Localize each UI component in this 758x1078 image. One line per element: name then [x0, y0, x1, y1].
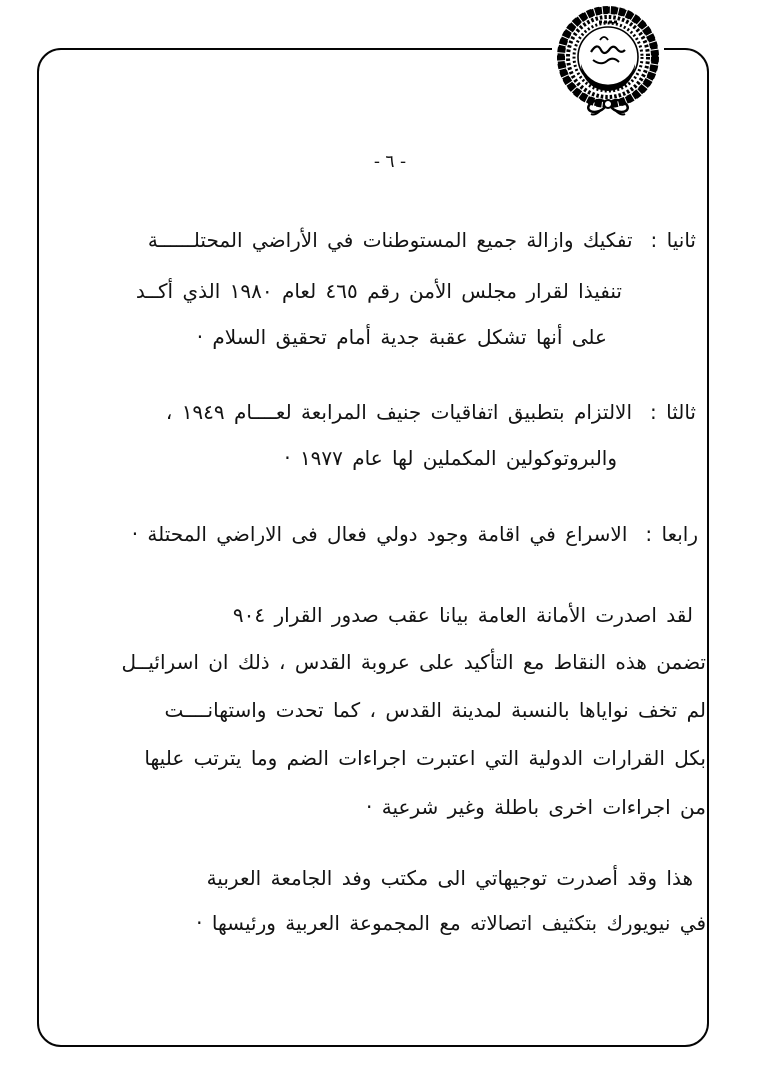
line-body-2: [122, 647, 706, 677]
body-text-2: تضمن هذه النقاط مع التأكيد على عروبة القدس ، ذلك ان اسرائيــل: [121, 650, 706, 674]
body-text-4: بكل القرارات الدولية التي اعتبرت اجراءات الضم وما يترتب عليها: [144, 746, 706, 770]
line-closing-2: [196, 908, 706, 938]
item-fourth-text-1: الاسراع في اقامة وجود دولي فعال فى الاراضي المحتلة ·: [131, 522, 628, 546]
body-text-3: لم تخف نواياها بالنسبة لمدينة القدس ، كما تحدت واستهانــــت: [164, 698, 706, 722]
line-item-second-3: [197, 322, 607, 352]
line-item-fourth-1: [132, 519, 698, 549]
body-text-5: من اجراءات اخرى باطلة وغير شرعية ·: [366, 795, 706, 819]
line-body-3: [164, 695, 706, 725]
line-closing-1: [207, 863, 693, 893]
body-text-1: لقد اصدرت الأمانة العامة بيانا عقب صدور القرار ٩٠٤: [232, 603, 693, 627]
closing-text-1: هذا وقد أصدرت توجيهاتي الى مكتب وفد الجامعة العربية: [206, 866, 693, 890]
line-item-second-2: [136, 276, 622, 306]
item-second-text-2: تنفيذا لقرار مجلس الأمن رقم ٤٦٥ لعام ١٩٨٠ الذي أكــد: [135, 279, 622, 303]
line-item-third-1: [166, 397, 696, 427]
item-second-text-1: تفكيك وازالة جميع المستوطنات في الأراضي المحتلــــــة: [147, 228, 633, 252]
item-second-label: ثانيا :: [650, 228, 696, 252]
item-third-text-2: والبروتوكولين المكملين لها عام ١٩٧٧ ·: [284, 446, 617, 470]
line-item-third-2: [284, 443, 617, 473]
item-second-text-3: على أنها تشكل عقبة جدية أمام تحقيق السلام ·: [196, 325, 607, 349]
line-body-5: [366, 792, 706, 822]
item-fourth-label: رابعا :: [645, 522, 698, 546]
item-third-label: ثالثا :: [650, 400, 696, 424]
closing-text-2: في نيويورك بتكثيف اتصالاته مع المجموعة العربية ورئيسها ·: [196, 911, 706, 935]
line-item-second-1: [148, 225, 696, 255]
line-body-1: [233, 600, 693, 630]
page-number: - ٦ -: [373, 152, 407, 172]
arab-league-emblem-icon: [553, 0, 663, 120]
line-body-4: [144, 743, 706, 773]
emblem-container: [552, 0, 664, 120]
item-third-text-1: الالتزام بتطبيق اتفاقيات جنيف المرابعة لعــــام ١٩٤٩ ،: [165, 400, 633, 424]
